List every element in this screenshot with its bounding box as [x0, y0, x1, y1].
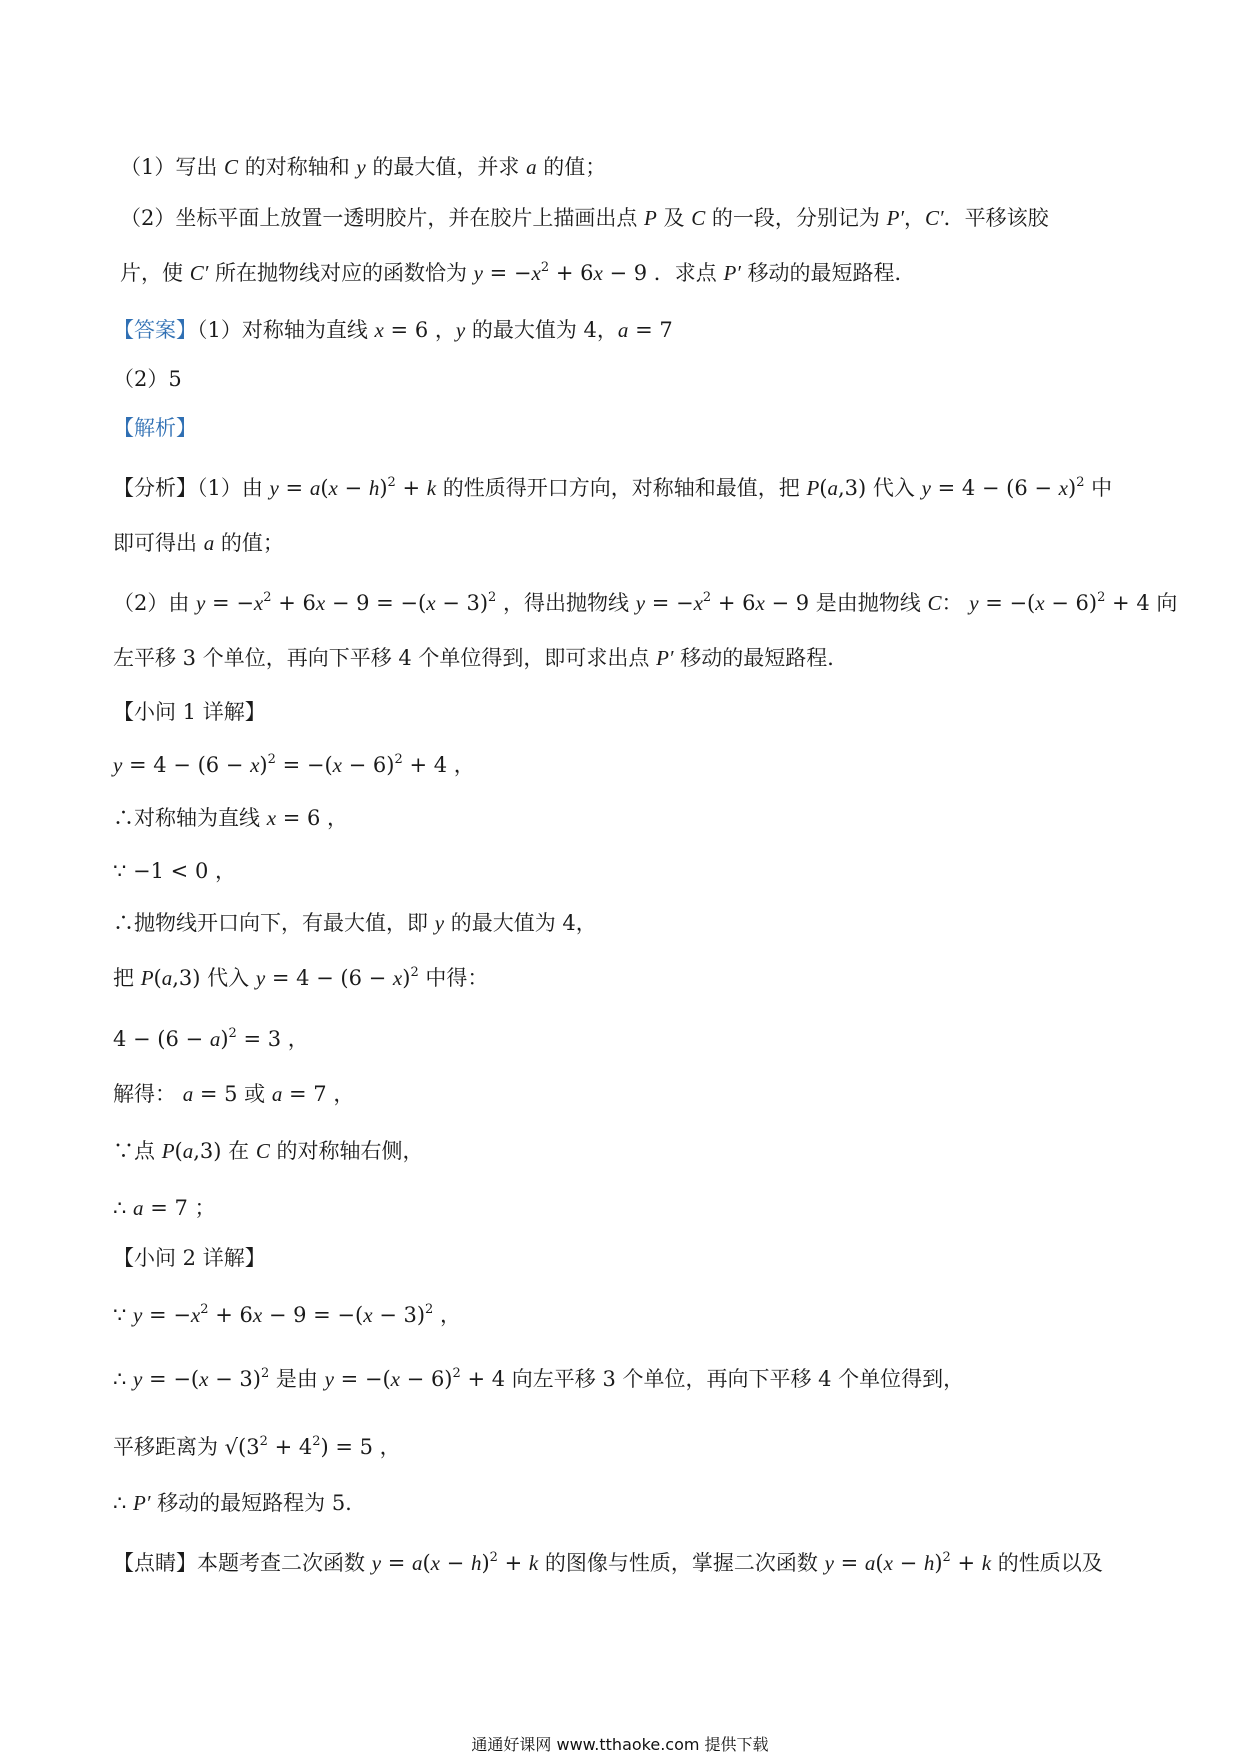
- text-line-t2: ∴ $y = -(x - 3)^2$ 是由 $y = -(x - 6)^2 + 4$ 向左平移 3 个单位，再向下平移 4 个单位得到，: [113, 1366, 965, 1391]
- text-line-answer: 【答案】（1）对称轴为直线 x = 6 ，y 的最大值为 4，a = 7: [113, 318, 673, 342]
- text-line-s3: ∵ −1 < 0 ，: [113, 859, 236, 883]
- text-line-s2: ∴对称轴为直线 x = 6 ，: [113, 806, 348, 830]
- text-line-fx4: 左平移 3 个单位，再向下平移 4 个单位得到，即可求出点 P′ 移动的最短路程．: [113, 646, 849, 670]
- text-line-s9: ∴ a = 7 ；: [113, 1196, 216, 1220]
- text-line-analysis-label: 【解析】: [113, 416, 197, 440]
- text-line-q1: （1）写出 C 的对称轴和 y 的最大值，并求 a 的值；: [120, 155, 607, 179]
- page-footer: 通通好课网 www.tthaoke.com 提供下载: [471, 1735, 769, 1754]
- text-line-t1: ∵ $y = -x^2 + 6x - 9 = -(x - 3)^2$ ，: [113, 1302, 462, 1327]
- text-line-fx2: 即可得出 a 的值；: [113, 531, 284, 555]
- text-line-t4: ∴ P′ 移动的最短路程为 5.: [113, 1491, 352, 1515]
- text-line-sub2: 【小问 2 详解】: [113, 1246, 266, 1270]
- text-line-s7: 解得： a = 5 或 a = 7 ，: [113, 1082, 355, 1106]
- text-line-s8: ∵点 P(a,3) 在 C 的对称轴右侧，: [113, 1139, 424, 1163]
- text-line-t3: 平移距离为 $√(3^2 + 4^2) = 5$ ，: [113, 1434, 401, 1459]
- text-line-sub1: 【小问 1 详解】: [113, 700, 266, 724]
- text-line-fx1: 【分析】（1）由 $y = a(x - h)^2 + k$ 的性质得开口方向，对称轴和最值，把 P(a,3) 代入 $y = 4 - (6 - x)^2$ 中: [113, 475, 1113, 500]
- text-line-dj: 【点睛】本题考查二次函数 $y = a(x - h)^2 + k$ 的图像与性质，掌握二次函数 $y = a(x - h)^2 + k$ 的性质以及: [113, 1550, 1103, 1575]
- text-line-s1: $y = 4 - (6 - x)^2 = -(x - 6)^2 + 4$ ，: [113, 752, 475, 777]
- text-line-s4: ∴抛物线开口向下，有最大值，即 y 的最大值为 4，: [113, 911, 597, 935]
- text-line-answer2: （2）5: [113, 367, 182, 391]
- text-line-q2b: 片，使 C′ 所在抛物线对应的函数恰为 $y = -x^2 + 6x - 9$ ．求点 P′ 移动的最短路程．: [120, 260, 916, 285]
- text-line-s5: 把 P(a,3) 代入 $y = 4 - (6 - x)^2$ 中得：: [113, 965, 489, 990]
- text-line-q2a: （2）坐标平面上放置一透明胶片，并在胶片上描画出点 P 及 C 的一段，分别记为 P′，C′．平移该胶: [120, 206, 1049, 230]
- text-line-s6: $4 - (6 - a)^2 = 3$ ，: [113, 1026, 309, 1051]
- text-line-fx3: （2）由 $y = -x^2 + 6x - 9 = -(x - 3)^2$ ，得出抛物线 $y = -x^2 + 6x - 9$ 是由抛物线 C： $y = -(x - 6)^2 + 4$ 向: [113, 590, 1178, 615]
